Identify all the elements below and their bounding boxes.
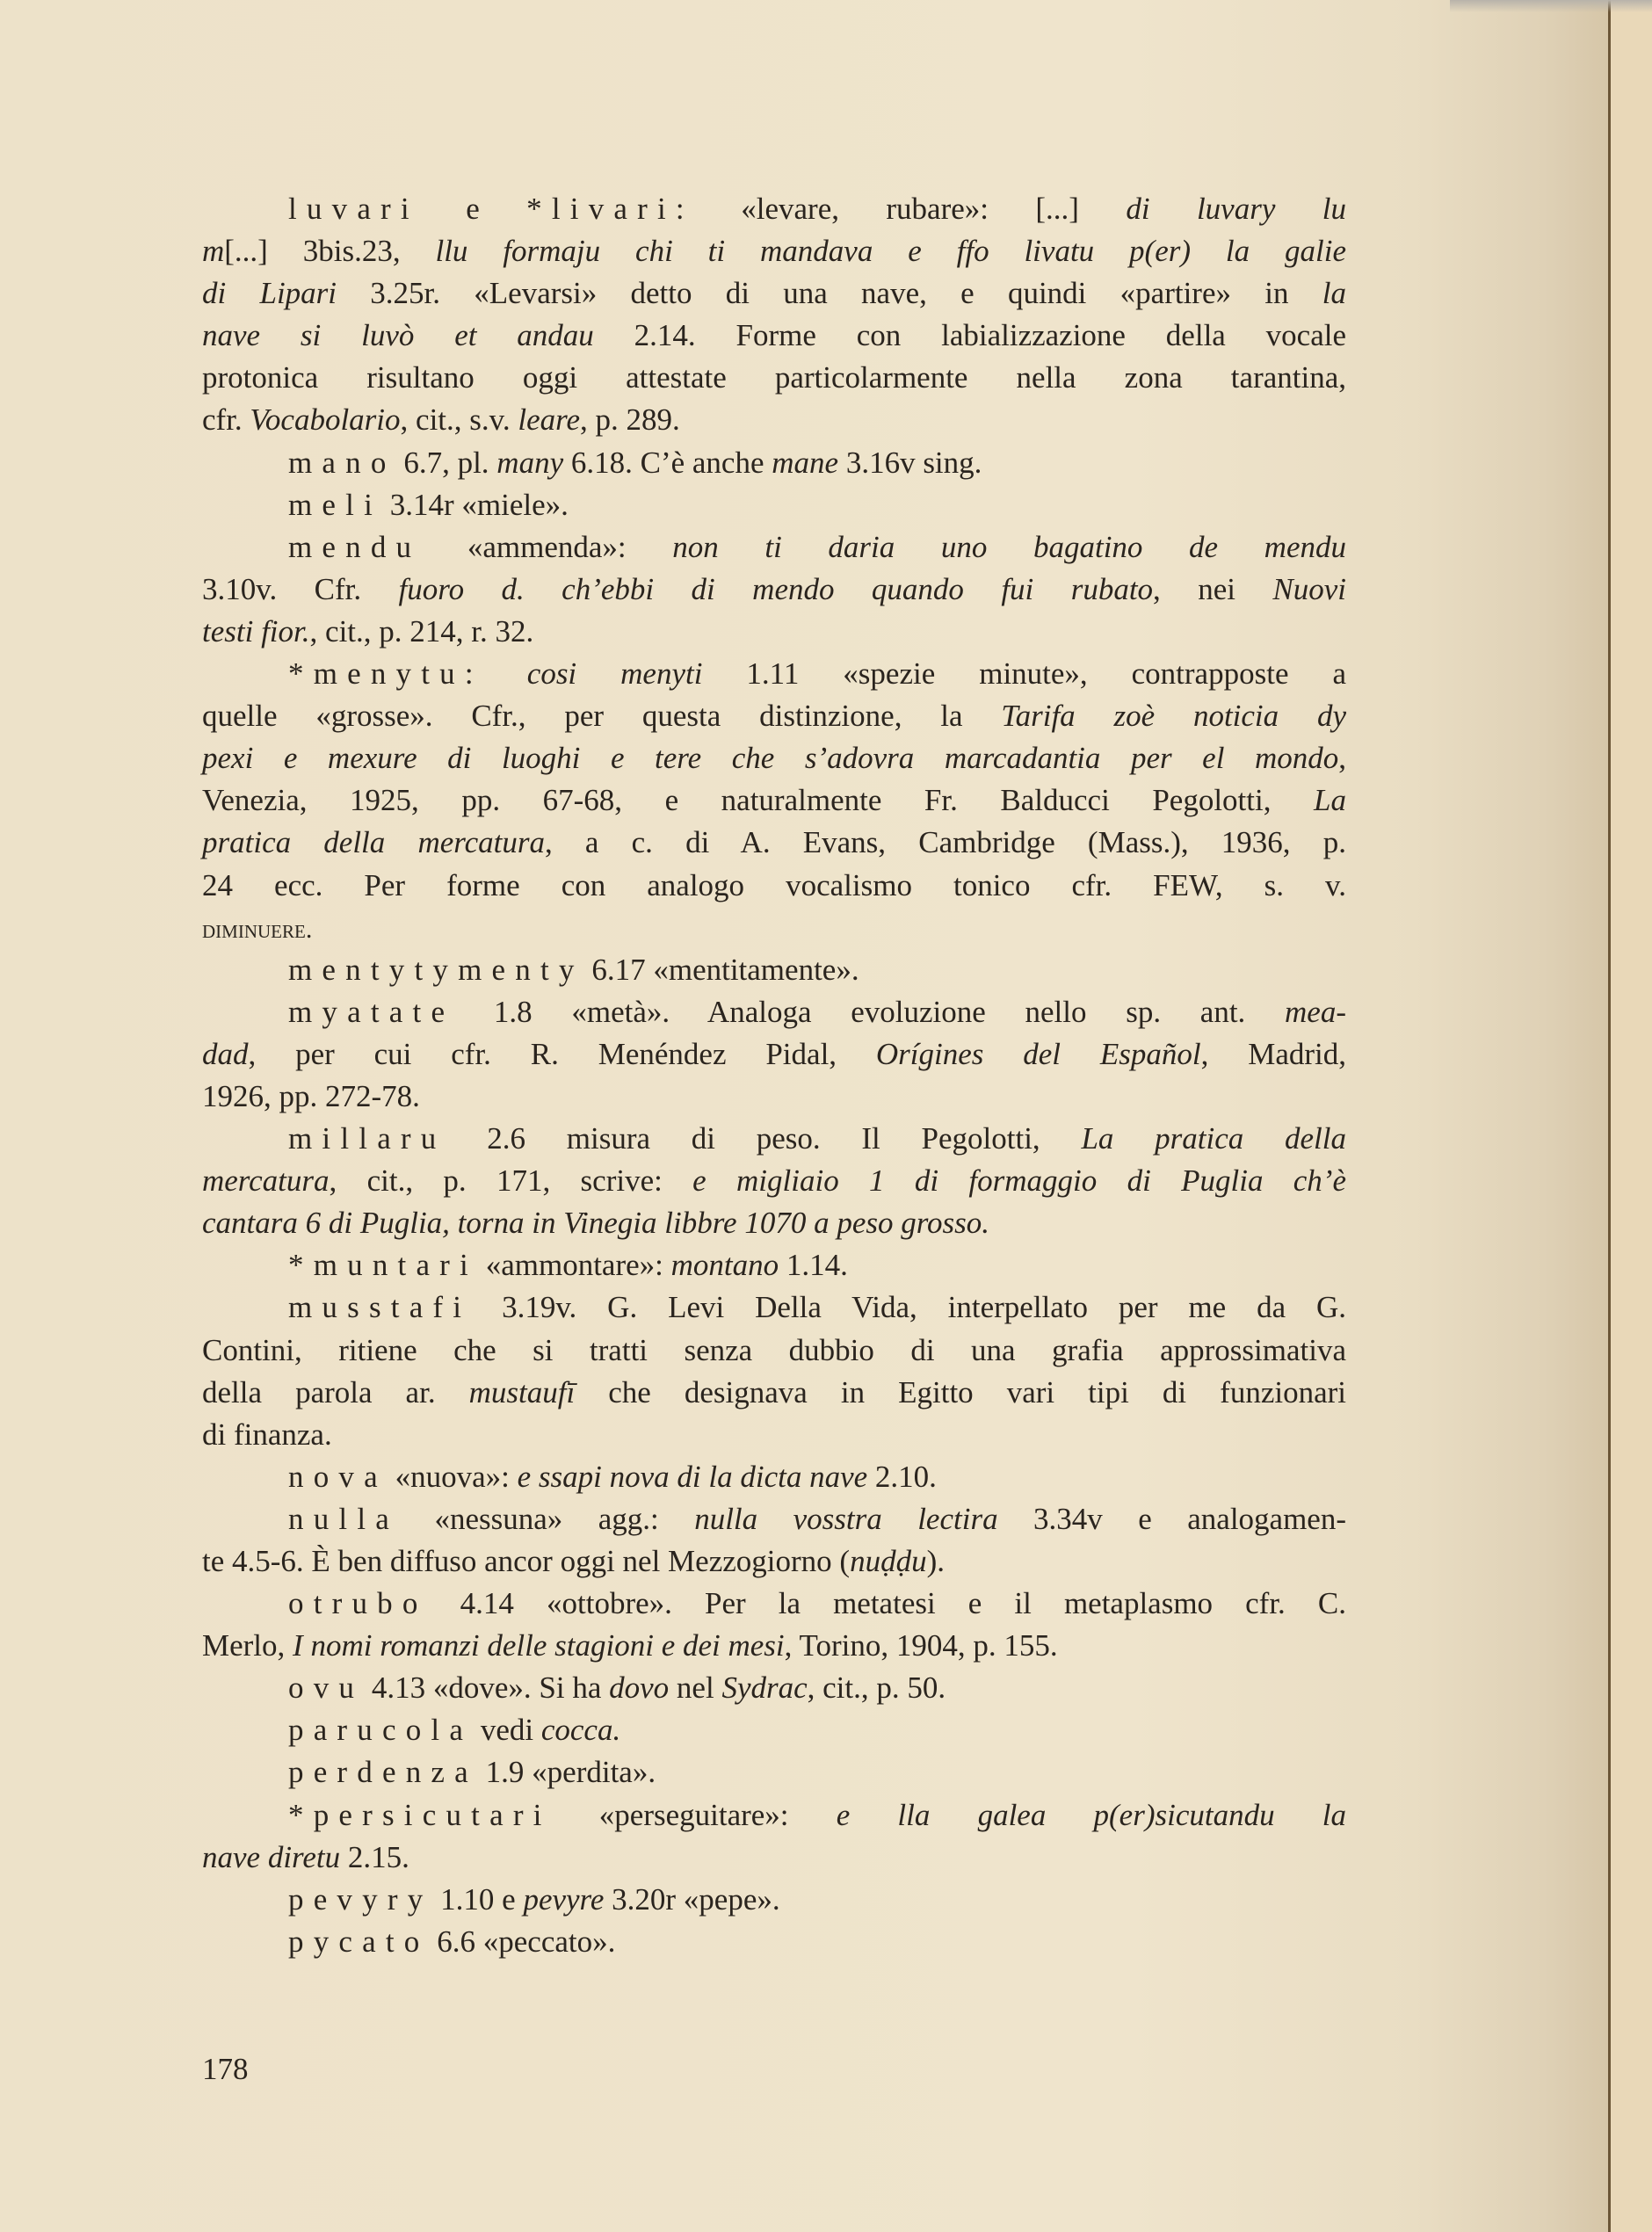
italic-text: e ssapi nova di la dicta nave	[517, 1459, 868, 1494]
italic-text: montano	[670, 1248, 779, 1283]
text: 1926, pp. 272-78.	[202, 1078, 420, 1113]
text: , nei	[1153, 571, 1273, 606]
glossary-entry	[202, 188, 1346, 442]
text-line	[202, 1498, 1346, 1540]
text: 6.18. C’è anche	[563, 445, 772, 480]
text-line	[202, 484, 1346, 526]
italic-text: cantara 6 di Puglia, torna in Vinegia libbre 1070 a peso grosso.	[202, 1206, 990, 1241]
text: , Madrid,	[1200, 1036, 1346, 1071]
italic-text: dad	[202, 1036, 249, 1071]
italic-text: llu formaju chi ti mandava e ffo livatu p(er) la galie	[435, 234, 1346, 269]
glossary-entry	[202, 1498, 1346, 1583]
headword: *menytu:	[288, 656, 483, 692]
glossary-entry	[202, 526, 1346, 653]
glossary-entry	[202, 1751, 1346, 1794]
italic-text: La	[1314, 783, 1346, 818]
text: [...] 3bis.23,	[224, 234, 436, 269]
headword: luvari	[288, 192, 419, 226]
small-caps-text: diminuere.	[202, 913, 313, 944]
text: 6.6 «peccato».	[429, 1924, 616, 1959]
headword: nova	[288, 1459, 388, 1494]
headword: ovu	[288, 1670, 365, 1706]
text-line	[202, 653, 1346, 695]
text-line	[202, 907, 1346, 949]
italic-text: nuḍḍu	[850, 1544, 927, 1578]
italic-text: dovo	[609, 1670, 670, 1706]
text-line	[202, 526, 1346, 569]
text-line	[202, 1709, 1346, 1751]
text: 3.20r «pepe».	[604, 1881, 780, 1917]
italic-text: nave diretu	[202, 1839, 341, 1874]
headword: meli	[288, 487, 383, 522]
text: 4.14 «ottobre». Per la metatesi e il metaplasmo cfr. C.	[427, 1586, 1346, 1621]
text-line	[202, 399, 1346, 441]
italic-text: pevyre	[523, 1881, 605, 1917]
italic-text: e lla galea p(er)sicutandu la	[836, 1797, 1346, 1832]
italic-text: I nomi romanzi delle stagioni e dei mesi	[293, 1628, 785, 1663]
text-line	[202, 1879, 1346, 1921]
text-line	[202, 1414, 1346, 1456]
glossary-entry	[202, 1118, 1346, 1244]
text: e	[418, 192, 527, 226]
text: cfr.	[202, 402, 250, 438]
italic-text: Nuovi	[1272, 571, 1347, 606]
text-line	[202, 1372, 1346, 1414]
text: ,	[1338, 741, 1346, 776]
text-line	[202, 1202, 1346, 1244]
text: , cit., p. 171, scrive:	[329, 1163, 693, 1199]
text: te 4.5-6. È ben diffuso ancor oggi nel Mezzogiorno (	[202, 1544, 851, 1578]
text: 3.25r. «Levarsi» detto di una nave, e quindi «partire» in	[337, 276, 1322, 311]
text: «ammontare»:	[477, 1248, 671, 1283]
text-line	[202, 695, 1346, 737]
text-line	[202, 611, 1346, 653]
headword: millaru	[288, 1121, 446, 1156]
text: «perseguitare»:	[551, 1797, 837, 1832]
italic-text: Tarifa zoè noticia dy	[1001, 699, 1347, 734]
text: 6.7, pl.	[395, 445, 497, 480]
text-line	[202, 1837, 1346, 1879]
text: , a c. di A. Evans, Cambridge (Mass.), 1936, p.	[544, 825, 1346, 860]
text: «levare, rubare»: [...]	[693, 192, 1127, 226]
text: 1.9 «perdita».	[477, 1755, 656, 1790]
glossary-entry	[202, 1286, 1346, 1455]
text-line	[202, 737, 1346, 779]
text-line	[202, 1160, 1346, 1202]
text: , cit., s.v.	[400, 402, 518, 438]
glossary-entry	[202, 1583, 1346, 1667]
text-line	[202, 1625, 1346, 1667]
text-line	[202, 1076, 1346, 1118]
text: , p. 289.	[580, 402, 680, 438]
glossary-entry	[202, 949, 1346, 991]
text-line	[202, 188, 1346, 230]
text-line	[202, 1244, 1346, 1286]
text: Venezia, 1925, pp. 67-68, e naturalmente Fr. Balducci Pegolotti,	[202, 783, 1315, 818]
italic-text: nave si luvò et andau	[202, 318, 594, 353]
text: , Torino, 1904, p. 155.	[784, 1628, 1058, 1663]
italic-text: cocca.	[540, 1713, 621, 1748]
text-line	[202, 1751, 1346, 1794]
text-line	[202, 272, 1346, 315]
text	[483, 656, 527, 691]
text: nel	[669, 1670, 722, 1706]
text: che designava in Egitto vari tipi di funzionari	[575, 1374, 1346, 1409]
text: ).	[926, 1544, 945, 1578]
headword: mendu	[288, 529, 422, 564]
italic-text: leare	[518, 402, 580, 438]
headword: pevyry	[288, 1881, 433, 1917]
glossary-entry	[202, 1456, 1346, 1498]
text-line	[202, 1794, 1346, 1837]
headword: perdenza	[288, 1755, 478, 1790]
headword: *persicutari	[288, 1797, 552, 1832]
text-line	[202, 315, 1346, 357]
headword: nulla	[288, 1501, 399, 1536]
text-line	[202, 442, 1346, 484]
italic-text: la	[1322, 276, 1346, 311]
italic-text: nulla vosstra lectira	[694, 1501, 998, 1536]
text-line	[202, 1540, 1346, 1583]
headword: otrubo	[288, 1586, 428, 1621]
text: vedi	[473, 1713, 541, 1748]
text: 2.15.	[340, 1839, 409, 1874]
text: quelle «grosse». Cfr., per questa distinzione, la	[202, 699, 1002, 734]
italic-text: mea-	[1285, 994, 1346, 1029]
italic-text: pratica della mercatura	[202, 825, 545, 860]
italic-text: La pratica della	[1081, 1121, 1346, 1156]
text-line	[202, 822, 1346, 864]
text-line	[202, 1286, 1346, 1329]
text: 4.13 «dove». Si ha	[364, 1670, 610, 1706]
glossary-entry	[202, 442, 1346, 484]
text: 3.10v. Cfr.	[202, 571, 399, 606]
text: 3.16v sing.	[838, 445, 982, 480]
italic-text: testi fior.	[202, 613, 310, 649]
text: , per cui cfr. R. Menéndez Pidal,	[248, 1036, 876, 1071]
text-line	[202, 1456, 1346, 1498]
text: 1.14.	[779, 1248, 848, 1283]
text-line	[202, 1583, 1346, 1625]
text: 3.34v e analogamen-	[997, 1501, 1346, 1536]
italic-text: mane	[772, 445, 839, 480]
text: «ammenda»:	[421, 529, 673, 564]
text: 24 ecc. Per forme con analogo vocalismo tonico cfr. FEW, s. v.	[202, 867, 1346, 902]
text-line	[202, 1921, 1346, 1963]
text: 3.14r «miele».	[382, 487, 569, 522]
italic-text: di Lipari	[202, 276, 337, 311]
glossary-entry	[202, 1794, 1346, 1879]
text-line	[202, 865, 1346, 907]
text-line	[202, 991, 1346, 1033]
headword: *livari:	[526, 192, 694, 226]
text-line	[202, 1118, 1346, 1160]
headword: parucola	[288, 1713, 474, 1748]
glossary-entry	[202, 991, 1346, 1118]
italic-text: fuoro d. ch’ebbi di mendo quando fui rubato	[398, 571, 1154, 606]
text-line	[202, 1033, 1346, 1076]
italic-text: cosi menyti	[526, 656, 703, 692]
text: 2.10.	[867, 1459, 937, 1494]
headword: mentytymenty	[288, 952, 584, 987]
headword: mano	[288, 445, 396, 480]
text: 1.10 e	[432, 1881, 524, 1917]
text: , cit., p. 50.	[807, 1670, 946, 1706]
italic-text: Vocabolario	[250, 402, 401, 438]
page-number: 178	[202, 2052, 249, 2086]
italic-text: di luvary lu	[1126, 192, 1346, 226]
text: della parola ar.	[202, 1374, 469, 1409]
text-line	[202, 569, 1346, 611]
text: «nessuna» agg.:	[398, 1501, 695, 1536]
italic-text: pexi e mexure di luoghi e tere che s’adovra marcadantia per el mondo	[202, 741, 1339, 776]
headword: pycato	[288, 1924, 430, 1959]
text-line	[202, 357, 1346, 399]
glossary-entry	[202, 484, 1346, 526]
text-line	[202, 1330, 1346, 1372]
italic-text: many	[496, 445, 564, 480]
glossary-entry	[202, 1709, 1346, 1751]
text-line	[202, 949, 1346, 991]
text: 1.11 «spezie minute», contrapposte a	[702, 656, 1346, 692]
glossary-entry	[202, 1921, 1346, 1963]
italic-text: Orígines del Español	[875, 1036, 1201, 1071]
text: Merlo,	[202, 1628, 293, 1663]
page-edge-shadow	[1450, 0, 1652, 12]
italic-text: m	[202, 234, 225, 269]
text: 2.6 misura di peso. Il Pegolotti,	[446, 1121, 1082, 1156]
glossary-entry	[202, 653, 1346, 949]
italic-text: e migliaio 1 di formaggio di Puglia ch’è	[692, 1163, 1346, 1199]
italic-text: non ti daria uno bagatino de mendu	[672, 529, 1346, 564]
text-line	[202, 230, 1346, 272]
italic-text: Sydrac	[721, 1670, 808, 1706]
text: 6.17 «mentitamente».	[583, 952, 859, 987]
text: 2.14. Forme con labializzazione della vocale	[593, 318, 1346, 353]
italic-text: mercatura	[202, 1163, 330, 1199]
text-line	[202, 1667, 1346, 1709]
text-line	[202, 779, 1346, 822]
headword: *muntari	[288, 1248, 478, 1283]
glossary-entry	[202, 1879, 1346, 1921]
text: 1.8 «metà». Analoga evoluzione nello sp. ant.	[454, 994, 1286, 1029]
text: «nuova»:	[387, 1459, 518, 1494]
glossary-entry	[202, 1667, 1346, 1709]
text: di finanza.	[202, 1417, 332, 1452]
text: protonica risultano oggi attestate particolarmente nella zona tarantina,	[202, 360, 1346, 395]
text: 3.19v. G. Levi Della Vida, interpellato per me da G.	[471, 1290, 1346, 1325]
italic-text: mustaufī	[468, 1374, 576, 1409]
headword: myatate	[288, 994, 455, 1029]
text: , cit., p. 214, r. 32.	[309, 613, 534, 649]
glossary-entry	[202, 1244, 1346, 1286]
headword: musstafi	[288, 1290, 472, 1325]
text: Contini, ritiene che si tratti senza dubbio di una grafia approssimativa	[202, 1332, 1346, 1367]
glossary-text	[202, 188, 1346, 1963]
